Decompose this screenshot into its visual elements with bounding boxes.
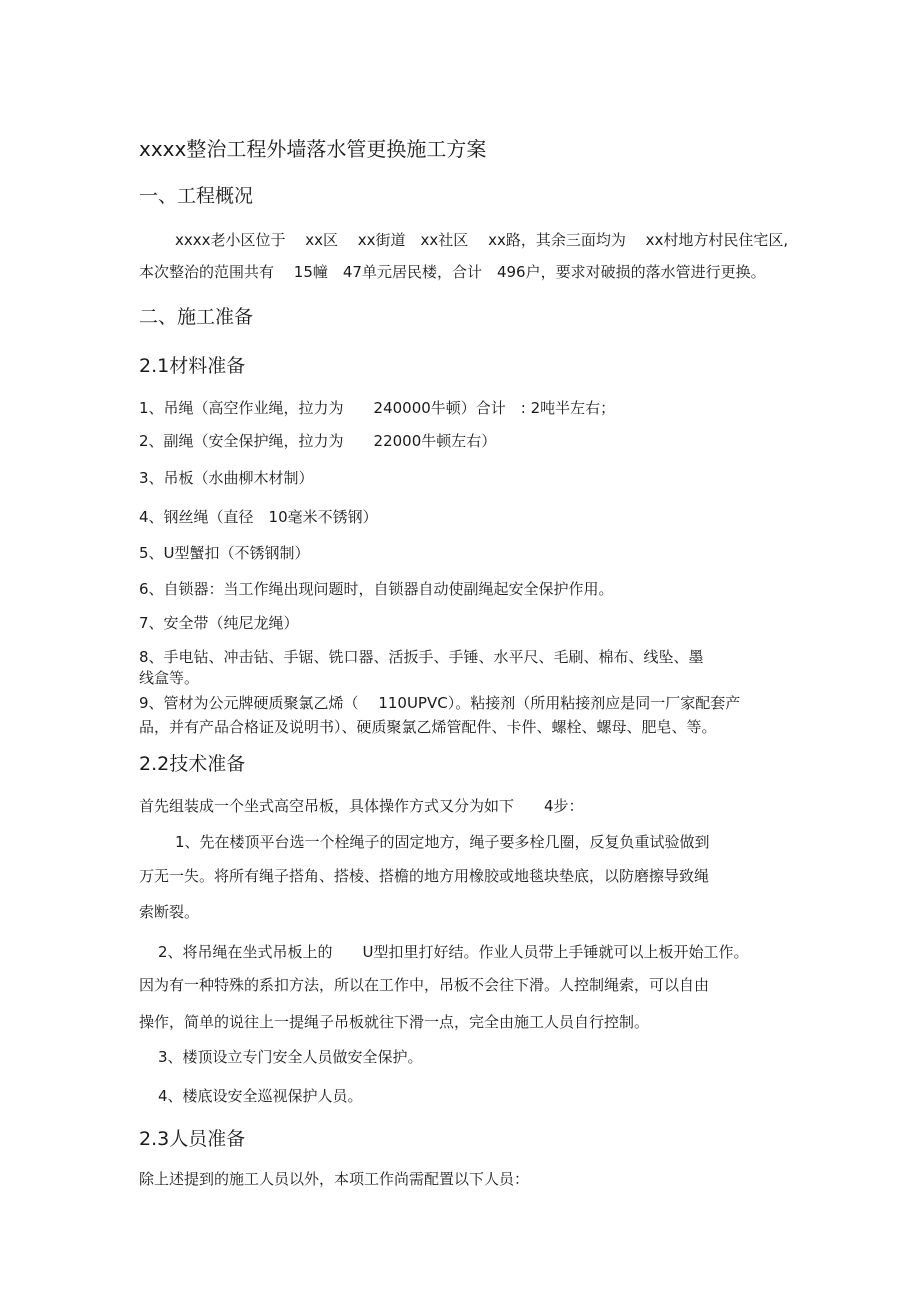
section-heading-overview: 一、工程概况 bbox=[139, 185, 254, 207]
material-item: 9、管材为公元牌硬质聚氯乙烯（ 110UPVC）。粘接剂（所用粘接剂应是同一厂家配套产 bbox=[139, 694, 741, 712]
material-item: 5、U型蟹扣（不锈钢制） bbox=[139, 544, 310, 562]
overview-paragraph-line: xxxx老小区位于 xx区 xx街道 xx社区 xx路，其余三面均为 xx村地方村民住宅区, bbox=[175, 231, 789, 249]
material-item: 8、手电钻、冲击钻、手锯、铣口器、活扳手、手锤、水平尺、毛刷、棉布、线坠、墨 bbox=[139, 648, 704, 666]
subsection-heading-personnel: 2.3人员准备 bbox=[139, 1128, 246, 1150]
subsection-heading-technical: 2.2技术准备 bbox=[139, 753, 246, 775]
material-item: 1、吊绳（高空作业绳，拉力为 240000牛顿）合计 : 2吨半左右； bbox=[139, 399, 616, 417]
material-item: 4、钢丝绳（直径 10毫米不锈钢） bbox=[139, 508, 378, 526]
technical-step: 4、楼底设安全巡视保护人员。 bbox=[158, 1087, 363, 1105]
overview-paragraph-line: 本次整治的范围共有 15幢 47单元居民楼，合计 496户，要求对破损的落水管进行更换。 bbox=[139, 263, 766, 281]
technical-step: 3、楼顶设立专门安全人员做安全保护。 bbox=[158, 1048, 423, 1066]
technical-step-continuation: 索断裂。 bbox=[139, 903, 200, 921]
technical-step-continuation: 操作，简单的说往上一提绳子吊板就往下滑一点，完全由施工人员自行控制。 bbox=[139, 1013, 650, 1031]
section-heading-preparation: 二、施工准备 bbox=[139, 306, 254, 328]
technical-step-continuation: 万无一失。将所有绳子搭角、搭棱、搭檐的地方用橡胶或地毯块垫底，以防磨擦导致绳 bbox=[139, 867, 710, 885]
material-item-continuation: 品，并有产品合格证及说明书）、硬质聚氯乙烯管配件、卡件、螺栓、螺母、肥皂、等。 bbox=[139, 718, 717, 736]
technical-intro: 首先组装成一个坐式高空吊板，具体操作方式又分为如下 4步： bbox=[139, 797, 584, 815]
material-item: 7、安全带（纯尼龙绳） bbox=[139, 614, 299, 632]
material-item: 3、吊板（水曲柳木材制） bbox=[139, 469, 314, 487]
personnel-intro: 除上述提到的施工人员以外，本项工作尚需配置以下人员： bbox=[139, 1170, 530, 1188]
document-title: xxxx整治工程外墙落水管更换施工方案 bbox=[139, 137, 487, 161]
technical-step-continuation: 因为有一种特殊的系扣方法，所以在工作中，吊板不会往下滑。人控制绳索，可以自由 bbox=[139, 976, 710, 994]
technical-step: 2、将吊绳在坐式吊板上的 U型扣里打好结。作业人员带上手锤就可以上板开始工作。 bbox=[158, 943, 749, 961]
material-item: 2、副绳（安全保护绳，拉力为 22000牛顿左右） bbox=[139, 432, 497, 450]
material-item: 6、自锁器：当工作绳出现问题时，自锁器自动使副绳起安全保护作用。 bbox=[139, 580, 614, 598]
material-item-continuation: 线盒等。 bbox=[139, 669, 200, 687]
subsection-heading-materials: 2.1材料准备 bbox=[139, 355, 246, 377]
technical-step: 1、先在楼顶平台选一个栓绳子的固定地方，绳子要多栓几圈，反复负重试验做到 bbox=[175, 833, 710, 851]
